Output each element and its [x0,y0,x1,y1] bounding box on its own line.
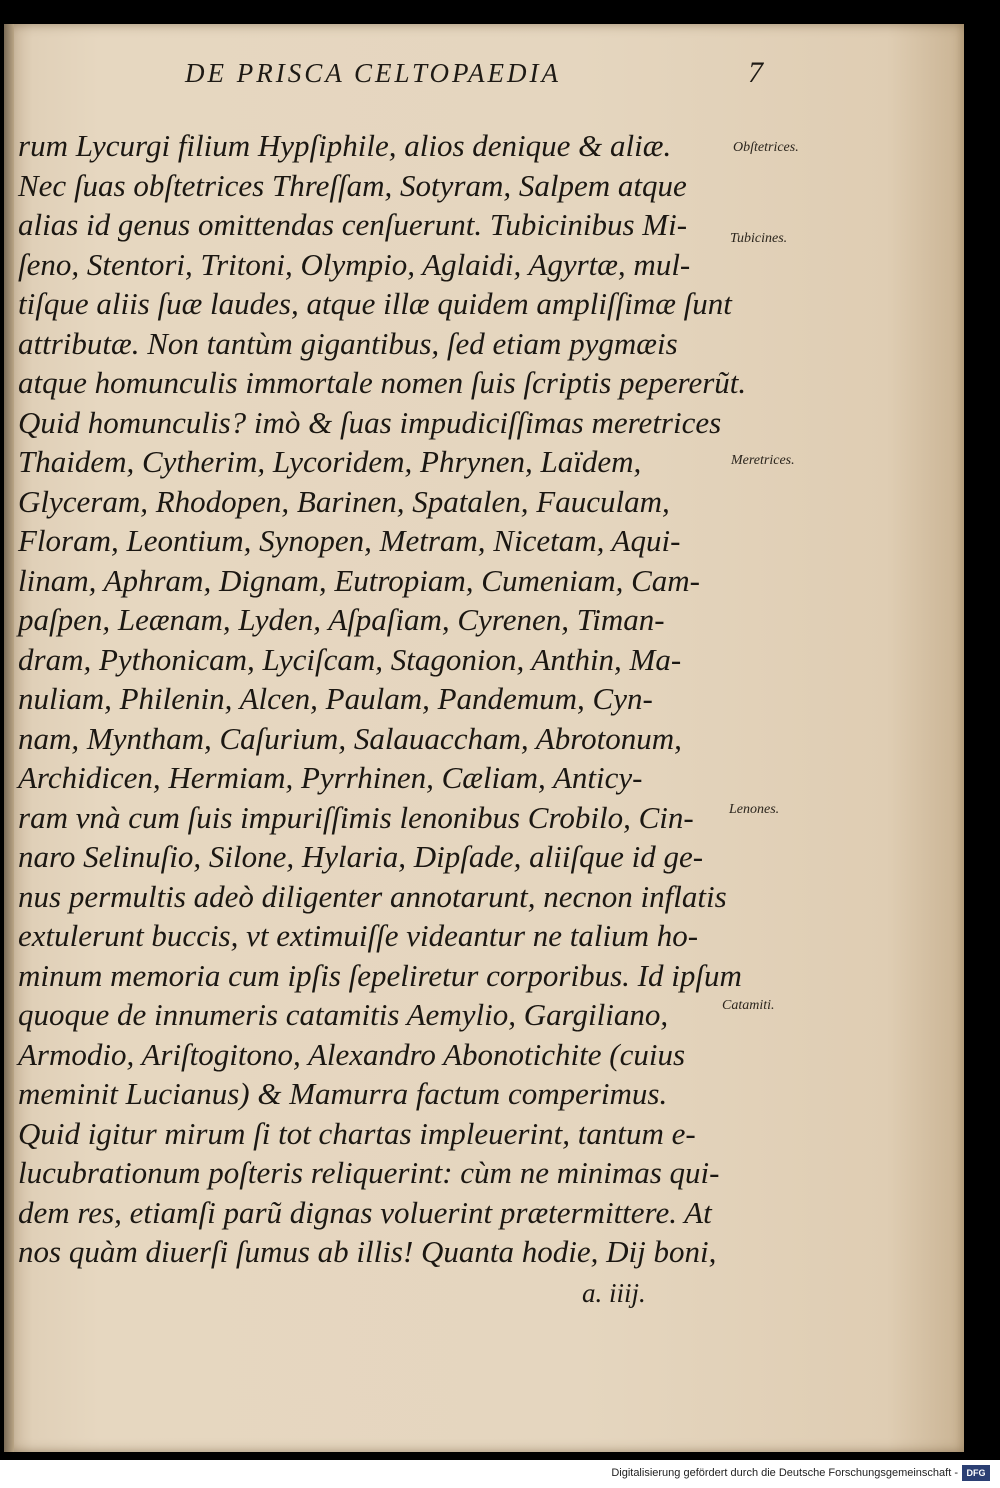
text-line: dem res, etiamſi parũ dignas voluerint prætermittere. At [18,1194,712,1230]
text-line: ſeno, Stentori, Tritoni, Olympio, Aglaidi, Agyrtæ, mul- [18,246,691,282]
text-line: quoque de innumeris catamitis Aemylio, Gargiliano, [18,997,669,1032]
body-text [18,126,747,1272]
text-line: tiſque aliis ſuæ laudes, atque illæ quidem ampliſſimæ ſunt [18,286,732,321]
text-line: Quid igitur mirum ſi tot chartas impleuerint, tantum e- [18,1115,696,1151]
text-line: lucubrationum poſteris reliquerint: cùm ne minimas qui- [18,1155,720,1190]
footer-bar [0,1460,1000,1488]
margin-note-lenones: Lenones. [729,802,780,817]
text-line: paſpen, Leænam, Lyden, Aſpaſiam, Cyrenen, Timan- [18,602,665,637]
text-line: Archidicen, Hermiam, Pyrrhinen, Cæliam, Anticy- [18,760,643,795]
page-gutter [4,24,14,1452]
dfg-logo: DFG [962,1465,990,1481]
text-line: nos quàm diuerſi ſumus ab illis! Quanta hodie, Dij boni, [18,1234,717,1269]
text-line: minum memoria cum ipſis ſepeliretur corporibus. Id ipſum [18,957,742,993]
running-title: DE PRISCA CELTOPAEDIA [185,58,561,88]
text-line: attributæ. Non tantùm gigantibus, ſed etiam pygmæis [18,325,678,361]
text-line: nam, Myntham, Caſurium, Salauaccham, Abrotonum, [18,720,682,756]
text-line: Glyceram, Rhodopen, Barinen, Spatalen, Fauculam, [18,483,670,519]
margin-note-catamiti: Catamiti. [722,998,775,1013]
text-line: nus permultis adeò diligenter annotarunt, necnon inflatis [18,878,727,914]
text-line: dram, Pythonicam, Lyciſcam, Stagonion, Anthin, Ma- [18,641,682,677]
text-line: extulerunt buccis, vt extimuiſſe videantur ne talium ho- [18,918,699,953]
margin-note-meretrices: Meretrices. [731,453,795,468]
text-line: meminit Lucianus) & Mamurra factum comperimus. [18,1076,668,1111]
text-line: atque homunculis immortale nomen ſuis ſcriptis pepererũt. [18,365,747,400]
margin-note-obstetrices: Obſtetrices. [733,140,799,155]
text-line: Thaidem, Cytherim, Lycoridem, Phrynen, Laïdem, [18,444,642,479]
text-line: Armodio, Ariſtogitono, Alexandro Abonotichite (cuius [18,1036,686,1072]
text-line: linam, Aphram, Dignam, Eutropiam, Cumeniam, Cam- [18,562,700,598]
text-line: alias id genus omittendas cenſuerunt. Tubicinibus Mi- [18,207,688,242]
text-line: Nec ſuas obſtetrices Threſſam, Sotyram, Salpem atque [18,167,687,203]
text-line: naro Selinuſio, Silone, Hylaria, Dipſade, aliiſque id ge- [18,839,704,874]
page-number: 7 [748,56,763,89]
margin-note-tubicines: Tubicines. [730,231,788,246]
text-line: rum Lycurgi filium Hypſiphile, alios denique & aliæ. [18,128,672,163]
text-line: Floram, Leontium, Synopen, Metram, Nicetam, Aqui- [18,523,681,558]
text-line: nuliam, Philenin, Alcen, Paulam, Pandemum, Cyn- [18,681,653,716]
signature-mark: a. iiij. [582,1278,646,1308]
footer-credit: Digitalisierung gefördert durch die Deutsche Forschungsgemeinschaft - [611,1467,958,1479]
text-line: ram vnà cum ſuis impuriſſimis lenonibus Crobilo, Cin- [18,799,694,835]
text-line: Quid homunculis? imò & ſuas impudiciſſimas meretrices [18,404,722,440]
